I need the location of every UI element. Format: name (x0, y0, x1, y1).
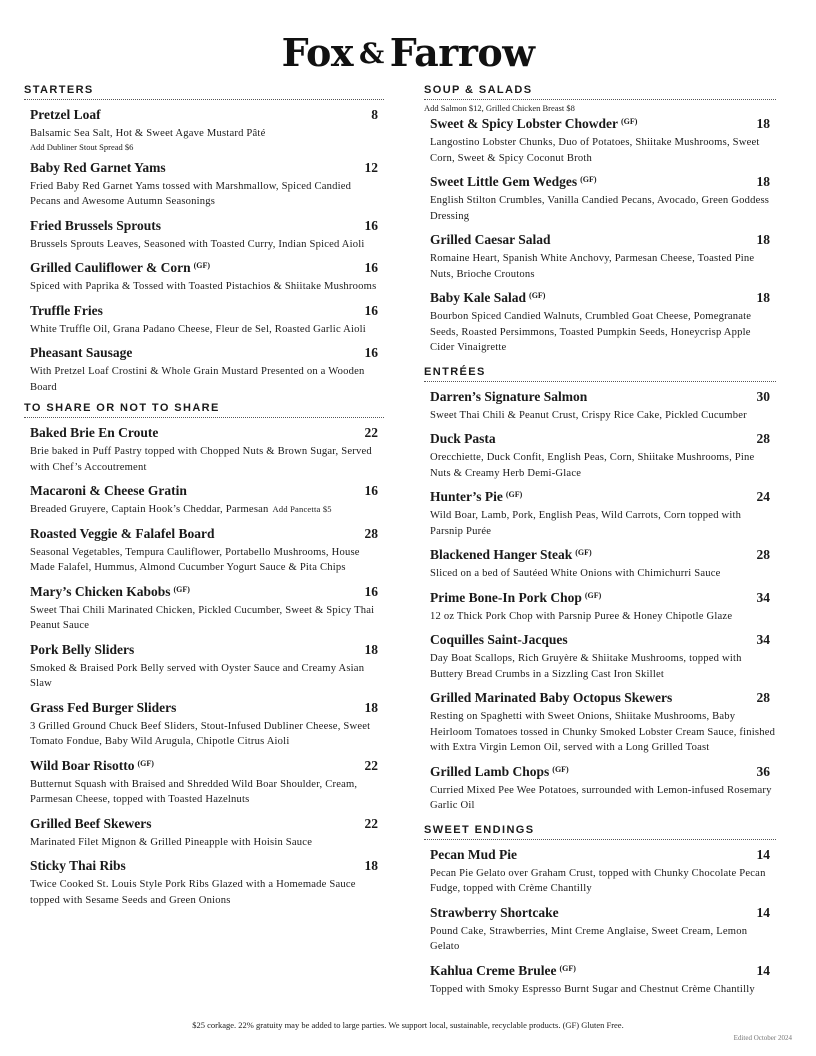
item-name: Mary’s Chicken Kabobs (30, 583, 171, 599)
item-name: Macaroni & Cheese Gratin (30, 483, 187, 498)
menu-item (424, 689, 776, 756)
item-name: Baby Kale Salad (430, 290, 527, 305)
menu-item-title (30, 482, 187, 500)
menu-item (24, 159, 384, 210)
item-price: 34 (756, 632, 770, 647)
menu-item (24, 757, 384, 808)
menu-item-header (430, 173, 776, 191)
item-description-text: English Stilton Crumbles, Vanilla Candied Pecans, Avocado, Green Goddess Dressing (430, 195, 770, 222)
menu-item (24, 641, 384, 692)
item-description-text: 3 Grilled Ground Chuck Beef Sliders, Stout-Infused Dubliner Cheese, Sweet Tomato Fondue, Baby Wild Arugula, Chipotle Citrus Aioli (30, 720, 371, 747)
item-price: 16 (364, 302, 378, 318)
menu-item-header (430, 231, 776, 249)
menu-item (24, 815, 384, 851)
item-price: 28 (756, 690, 770, 705)
item-price: 36 (756, 763, 770, 779)
menu-item-title (430, 488, 522, 506)
menu-item-title (30, 424, 158, 442)
menu-item-title (430, 962, 576, 980)
menu-section (424, 366, 776, 814)
menu-item (24, 857, 384, 908)
item-price: 18 (756, 174, 770, 189)
item-price: 16 (364, 345, 378, 360)
gluten-free-tag: (GF) (621, 117, 638, 126)
menu-item (424, 115, 776, 166)
item-price: 30 (756, 388, 770, 404)
menu-item-header (430, 689, 776, 707)
menu-item (424, 546, 776, 582)
item-description-text: Seasonal Vegetables, Tempura Cauliflower, Portabello Mushrooms, House Made Falafel, Hummus, Almond Cucumber Yogurt Sauce & Pita Chips (30, 546, 360, 573)
menu-section (24, 84, 384, 395)
menu-item-title (30, 815, 151, 833)
item-description (430, 651, 776, 682)
item-description-text: Orecchiette, Duck Confit, English Peas, Corn, Shiitake Mushrooms, Pine Nuts & Creamy Herb Demi-Glace (430, 452, 755, 479)
menu-item (424, 430, 776, 481)
item-description-text: Brussels Sprouts Leaves, Seasoned with Toasted Curry, Indian Spiced Aioli (30, 238, 365, 250)
menu-item-header (430, 962, 776, 980)
footer-note: $25 corkage. 22% gratuity may be added to large parties. We support local, sustainable, recyclable products. (GF) Gluten Free. (192, 1020, 624, 1030)
item-name: Roasted Veggie & Falafel Board (30, 525, 215, 541)
menu-item-title (430, 231, 551, 249)
item-description (30, 719, 384, 750)
item-price: 28 (756, 547, 770, 562)
item-description (430, 709, 776, 756)
menu-item (424, 904, 776, 955)
item-name: Grilled Marinated Baby Octopus Skewers (430, 690, 673, 705)
item-addon: Add Pancetta $5 (272, 504, 332, 514)
item-addon: Add Dubliner Stout Spread $6 (30, 141, 134, 152)
item-name: Grilled Caesar Salad (430, 232, 551, 247)
section-note: Add Salmon $12, Grilled Chicken Breast $8 (424, 103, 575, 113)
menu-item-header (30, 857, 384, 875)
menu-item (24, 699, 384, 750)
menu-item-title (430, 589, 601, 607)
menu-item (424, 962, 776, 998)
item-name: Pretzel Loaf (30, 107, 101, 122)
item-description (430, 193, 776, 224)
menu-item-title (430, 388, 587, 406)
item-price: 34 (756, 589, 770, 605)
menu-item-title (30, 757, 154, 775)
section-heading: TO SHARE OR NOT TO SHARE (24, 402, 384, 418)
brand-logo (0, 30, 816, 75)
item-description (430, 135, 776, 166)
menu-item-header (30, 344, 384, 362)
item-description-text: Brie baked in Puff Pastry topped with Chopped Nuts & Brown Sugar, Served with Chef’s Accoutrement (30, 446, 372, 473)
menu-item-title (30, 302, 103, 320)
gluten-free-tag: (GF) (580, 175, 597, 184)
menu-item-title (430, 763, 569, 781)
gluten-free-tag: (GF) (552, 764, 569, 774)
menu-item-title (430, 289, 545, 307)
item-name: Wild Boar Risotto (30, 757, 135, 773)
item-price: 22 (364, 815, 378, 831)
menu-item-title (430, 173, 597, 191)
item-description (30, 279, 384, 295)
item-description-text: Wild Boar, Lamb, Pork, English Peas, Wild Carrots, Corn topped with Parsnip Purée (430, 510, 742, 537)
menu-item-header (430, 763, 776, 781)
item-description-text: Resting on Spaghetti with Sweet Onions, Shiitake Mushrooms, Baby Heirloom Tomatoes tossed in Chunky Smoked Lobster Cream Sauce, finished with Extra Virgin Lemon Oil, served with a Long Grilled Toast (430, 711, 776, 753)
menu-item-title (30, 217, 161, 235)
menu-item-title (430, 115, 637, 133)
right-menu-column (424, 84, 776, 1004)
item-description-text: With Pretzel Loaf Crostini & Whole Grain Mustard Presented on a Wooden Board (30, 366, 365, 393)
item-name: Hunter’s Pie (430, 489, 503, 504)
menu-item-header (430, 488, 776, 506)
item-description (430, 309, 776, 356)
item-name: Blackened Hanger Steak (430, 547, 573, 562)
item-price: 18 (364, 858, 378, 873)
menu-item-header (30, 159, 384, 177)
gluten-free-tag: (GF) (559, 963, 576, 973)
item-name: Grilled Lamb Chops (430, 763, 550, 779)
item-name: Grass Fed Burger Sliders (30, 699, 177, 715)
menu-item (24, 302, 384, 338)
item-price: 28 (756, 431, 770, 446)
item-price: 16 (364, 583, 378, 599)
item-description (30, 444, 384, 475)
item-price: 18 (364, 641, 378, 657)
item-description-text: Twice Cooked St. Louis Style Pork Ribs Glazed with a Homemade Sauce topped with Sesame Seeds and Green Onions (30, 879, 356, 906)
item-price: 16 (364, 217, 378, 233)
item-description (430, 251, 776, 282)
menu-item-header (30, 106, 384, 124)
item-name: Sweet Little Gem Wedges (430, 174, 578, 189)
menu-item-header (30, 482, 384, 500)
item-name: Pecan Mud Pie (430, 846, 517, 862)
menu-item-header (430, 546, 776, 564)
item-description (30, 126, 384, 142)
item-description (30, 661, 384, 692)
menu-item (424, 488, 776, 539)
brand-name-part1: Fox (281, 30, 353, 75)
menu-item (24, 424, 384, 475)
gluten-free-tag: (GF) (575, 548, 592, 557)
item-price: 22 (364, 757, 378, 773)
section-heading: SWEET ENDINGS (424, 824, 776, 840)
item-description (30, 179, 384, 210)
item-description-text: Balsamic Sea Salt, Hot & Sweet Agave Mustard Pâté (30, 128, 266, 139)
item-description (30, 777, 384, 808)
section-heading: STARTERS (24, 84, 384, 100)
menu-item (24, 583, 384, 634)
item-description-text: Topped with Smoky Espresso Burnt Sugar and Chestnut Crème Chantilly (430, 983, 755, 995)
item-description (30, 877, 384, 908)
menu-item-title (30, 857, 126, 875)
section-heading: SOUP & SALADS (424, 84, 776, 100)
item-description-text: Curried Mixed Pee Wee Potatoes, surrounded with Lemon-infused Rosemary Garlic Oil (430, 784, 772, 811)
menu-item (424, 631, 776, 682)
menu-item-title (30, 641, 134, 659)
item-name: Darren’s Signature Salmon (430, 388, 588, 404)
menu-item-title (430, 846, 517, 864)
item-price: 18 (756, 290, 770, 305)
menu-item-header (430, 846, 776, 864)
item-name: Fried Brussels Sprouts (30, 217, 162, 233)
menu-item (24, 344, 384, 395)
item-description-text: Pound Cake, Strawberries, Mint Creme Anglaise, Sweet Cream, Lemon Gelato (430, 925, 748, 952)
item-description (430, 783, 776, 814)
item-description-text: Butternut Squash with Braised and Shredded Wild Boar Shoulder, Cream, Parmesan Cheese, topped with Toasted Hazelnuts (30, 778, 358, 805)
item-description (30, 835, 384, 851)
item-description (430, 408, 776, 424)
item-description-text: White Truffle Oil, Grana Padano Cheese, Fleur de Sel, Roasted Garlic Aioli (30, 323, 366, 335)
item-description-text: Romaine Heart, Spanish White Anchovy, Parmesan Cheese, Toasted Pine Nuts, Brioche Croutons (430, 253, 755, 280)
item-description (30, 603, 384, 634)
item-price: 8 (371, 107, 378, 122)
item-price: 24 (756, 489, 770, 504)
item-name: Pork Belly Sliders (30, 641, 135, 657)
item-description-text: Day Boat Scallops, Rich Gruyère & Shiitake Mushrooms, topped with Buttery Bread Crumbs in a Sizzling Cast Iron Skillet (430, 653, 742, 680)
item-price: 12 (364, 159, 378, 175)
item-name: Strawberry Shortcake (430, 904, 559, 920)
item-name: Grilled Beef Skewers (30, 815, 152, 831)
item-description-text: Langostino Lobster Chunks, Duo of Potatoes, Shiitake Mushrooms, Sweet Corn, Sweet & Spicy Coconut Broth (430, 137, 760, 164)
item-description (430, 866, 776, 897)
menu-item (24, 106, 384, 152)
item-price: 14 (756, 846, 770, 862)
item-name: Prime Bone-In Pork Chop (430, 589, 582, 605)
menu-item-header (30, 525, 384, 543)
menu-item (424, 231, 776, 282)
item-description-text: Sweet Thai Chili Marinated Chicken, Pickled Cucumber, Sweet & Spicy Thai Peanut Sauce (30, 604, 375, 631)
menu-item (24, 525, 384, 576)
menu-item-title (30, 583, 190, 601)
menu-item-title (30, 106, 101, 124)
menu-section (24, 402, 384, 908)
item-price: 18 (364, 699, 378, 715)
gluten-free-tag: (GF) (529, 291, 546, 300)
item-price: 18 (756, 116, 770, 131)
item-name: Sticky Thai Ribs (30, 858, 126, 873)
edited-date: Edited October 2024 (733, 1034, 792, 1042)
item-description-text: Spiced with Paprika & Tossed with Toasted Pistachios & Shiitake Mushrooms (30, 281, 377, 292)
menu-item-title (430, 689, 672, 707)
gluten-free-tag: (GF) (173, 584, 190, 594)
brand-ampersand: & (359, 37, 384, 70)
item-name: Sweet & Spicy Lobster Chowder (430, 116, 618, 131)
item-description-text: 12 oz Thick Pork Chop with Parsnip Puree & Honey Chipotle Glaze (430, 610, 733, 622)
gluten-free-tag: (GF) (137, 758, 154, 768)
item-name: Coquilles Saint-Jacques (430, 632, 568, 647)
menu-item-title (430, 904, 559, 922)
menu-item (424, 589, 776, 625)
item-name: Pheasant Sausage (30, 345, 133, 360)
item-description-text: Breaded Gruyere, Captain Hook’s Cheddar, Parmesan (30, 504, 269, 515)
menu-item-header (430, 904, 776, 922)
item-name: Baked Brie En Croute (30, 425, 159, 440)
item-name: Duck Pasta (430, 431, 496, 446)
menu-item-header (30, 583, 384, 601)
item-description (430, 982, 776, 998)
menu-item-header (30, 757, 384, 775)
menu-item (424, 763, 776, 814)
menu-item-title (30, 159, 166, 177)
item-description-text: Sweet Thai Chili & Peanut Crust, Crispy Rice Cake, Pickled Cucumber (430, 409, 747, 421)
item-description (430, 450, 776, 481)
item-price: 28 (364, 525, 378, 541)
item-description (30, 322, 384, 338)
item-description-text: Pecan Pie Gelato over Graham Crust, topped with Chunky Chocolate Pecan Fudge, topped with Crème Chantilly (430, 867, 766, 894)
gluten-free-tag: (GF) (505, 490, 523, 499)
item-description-text: Sliced on a bed of Sautéed White Onions with Chimichurri Sauce (430, 568, 721, 579)
menu-item-title (30, 525, 215, 543)
item-description-text: Marinated Filet Mignon & Grilled Pineapple with Hoisin Sauce (30, 836, 313, 848)
item-price: 14 (756, 962, 770, 978)
menu-item-header (430, 115, 776, 133)
menu-item-header (430, 430, 776, 448)
item-price: 16 (364, 483, 378, 498)
menu-item-header (30, 217, 384, 235)
menu-item-title (430, 631, 568, 649)
menu-item (24, 217, 384, 253)
menu-item-header (30, 302, 384, 320)
menu-item-header (430, 388, 776, 406)
item-name: Kahlua Creme Brulee (430, 962, 557, 978)
item-name: Truffle Fries (30, 302, 103, 318)
menu-section (424, 824, 776, 998)
gluten-free-tag: (GF) (193, 261, 211, 270)
item-description-text: Bourbon Spiced Candied Walnuts, Crumbled Goat Cheese, Pomegranate Seeds, Roasted Persimmons, Toasted Pumpkin Seeds, Honeycrisp Apple Cider Vinaigrette (430, 311, 752, 353)
menu-item (424, 173, 776, 224)
item-description (30, 237, 384, 253)
item-description-text: Fried Baby Red Garnet Yams tossed with Marshmallow, Spiced Candied Pecans and Awesome Autumn Seasonings (30, 180, 352, 207)
left-menu-column (24, 84, 384, 915)
menu-item-title (30, 259, 210, 277)
item-description (30, 502, 384, 518)
item-description (30, 545, 384, 576)
menu-item-header (30, 424, 384, 442)
item-description (30, 364, 384, 395)
menu-item-title (30, 344, 132, 362)
menu-item-header (30, 259, 384, 277)
gluten-free-tag: (GF) (584, 590, 602, 600)
item-description (430, 508, 776, 539)
menu-item (424, 846, 776, 897)
menu-item-header (30, 641, 384, 659)
menu-item-title (430, 546, 592, 564)
menu-item (424, 388, 776, 424)
menu-item-title (430, 430, 496, 448)
menu-item-header (430, 289, 776, 307)
brand-name-part2: Farrow (389, 30, 535, 75)
item-price: 18 (756, 232, 770, 247)
item-price: 22 (364, 425, 378, 440)
item-name: Baby Red Garnet Yams (30, 159, 166, 175)
item-description-text: Smoked & Braised Pork Belly served with Oyster Sauce and Creamy Asian Slaw (30, 662, 365, 689)
menu-item (424, 289, 776, 356)
menu-item-header (430, 631, 776, 649)
menu-section (424, 84, 776, 356)
menu-item-title (30, 699, 176, 717)
item-price: 16 (364, 260, 378, 275)
menu-item (24, 259, 384, 295)
menu-item-header (30, 815, 384, 833)
section-heading: ENTRÉES (424, 366, 776, 382)
item-price: 14 (756, 904, 770, 920)
item-description (430, 924, 776, 955)
item-name: Grilled Cauliflower & Corn (30, 260, 191, 275)
menu-item-header (30, 699, 384, 717)
item-description (430, 609, 776, 625)
menu-item (24, 482, 384, 518)
item-description (430, 566, 776, 582)
menu-item-header (430, 589, 776, 607)
